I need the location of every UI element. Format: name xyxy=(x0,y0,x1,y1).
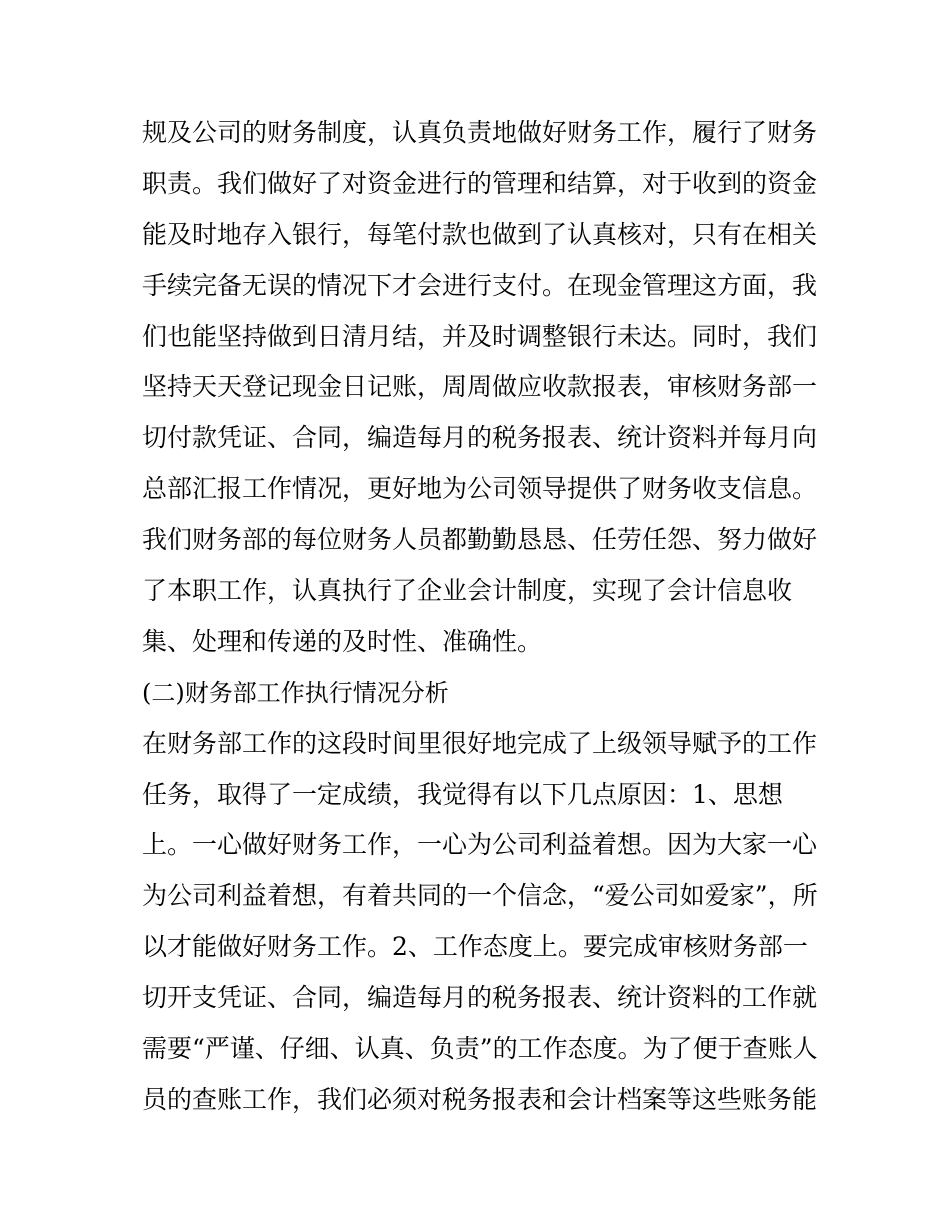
paragraph-line: 规及公司的财务制度，认真负责地做好财务工作，履行了财务 xyxy=(142,118,818,147)
paragraph-line: 我们财务部的每位财务人员都勤勤恳恳、任劳任怨、努力做好 xyxy=(142,525,818,555)
paragraph-line: 需要“严谨、仔细、认真、负责”的工作态度。为了便于查账人 xyxy=(142,1034,818,1064)
section-heading: (二)财务部工作执行情况分析 xyxy=(142,678,449,707)
paragraph-line: 为公司利益着想，有着共同的一个信念，“爱公司如爱家”，所 xyxy=(142,881,818,911)
paragraph-line: 总部汇报工作情况，更好地为公司领导提供了财务收支信息。 xyxy=(142,474,818,504)
paragraph-line: 了本职工作，认真执行了企业会计制度，实现了会计信息收 xyxy=(142,576,793,606)
paragraph-line: 集、处理和传递的及时性、准确性。 xyxy=(142,626,543,656)
paragraph-line: 员的查账工作，我们必须对税务报表和会计档案等这些账务能 xyxy=(142,1084,818,1114)
paragraph-line: 上。一心做好财务工作，一心为公司利益着想。因为大家一心 xyxy=(142,830,818,860)
paragraph-line: 职责。我们做好了对资金进行的管理和结算，对于收到的资金 xyxy=(142,168,818,198)
paragraph-line: 以才能做好财务工作。2、工作态度上。要完成审核财务部一 xyxy=(142,932,808,962)
paragraph-line: 在财务部工作的这段时间里很好地完成了上级领导赋予的工作 xyxy=(142,728,818,758)
paragraph-line: 坚持天天登记现金日记账，周周做应收款报表，审核财务部一 xyxy=(142,372,818,402)
paragraph-line: 手续完备无误的情况下才会进行支付。在现金管理这方面，我 xyxy=(142,270,818,300)
paragraph-line: 任务，取得了一定成绩，我觉得有以下几点原因：1、思想 xyxy=(142,779,783,809)
paragraph-line: 能及时地存入银行，每笔付款也做到了认真核对，只有在相关 xyxy=(142,219,818,249)
paragraph-line: 切付款凭证、合同，编造每月的税务报表、统计资料并每月向 xyxy=(142,423,818,453)
document-body xyxy=(142,108,818,1126)
paragraph-line: 切开支凭证、合同，编造每月的税务报表、统计资料的工作就 xyxy=(142,983,818,1013)
paragraph-line: 们也能坚持做到日清月结，并及时调整银行未达。同时，我们 xyxy=(142,321,818,351)
